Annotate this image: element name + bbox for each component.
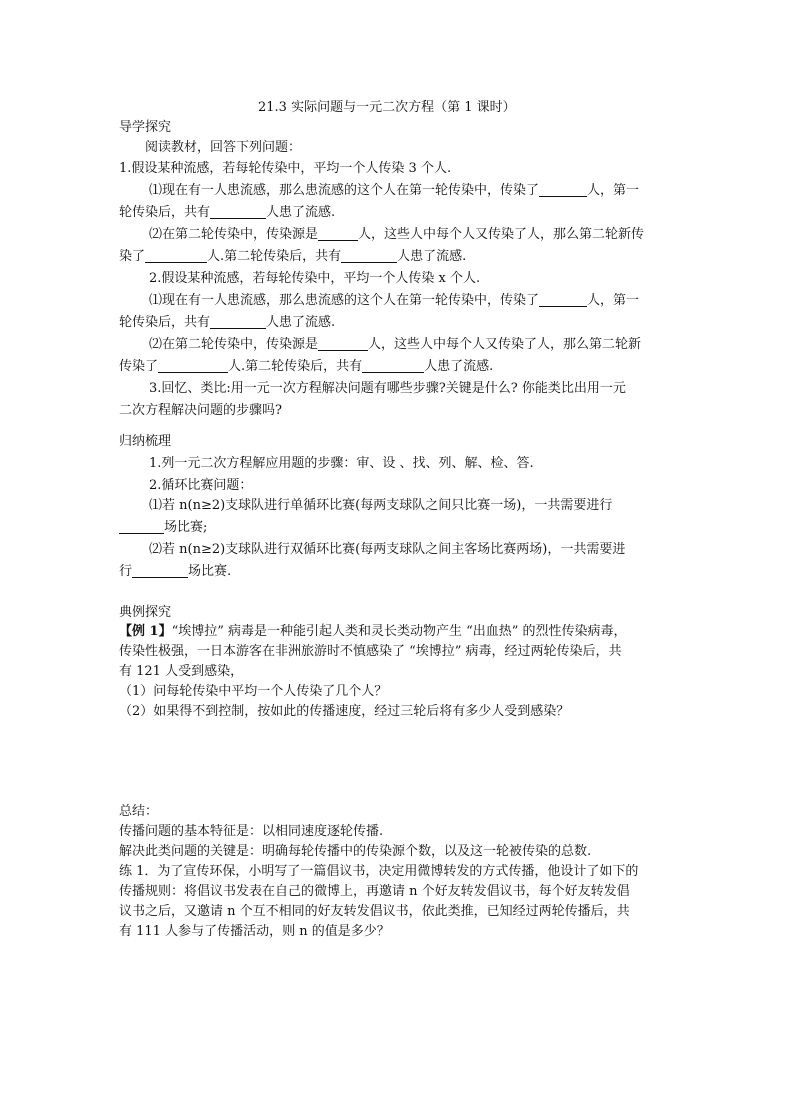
practice-1-line-2: 传播规则：将倡议书发表在自己的微博上，再邀请 n 个好友转发倡议书，每个好友转发倡 [119,884,630,899]
text: 场比赛; [164,520,208,535]
text: 传染了 [119,359,159,374]
round-robin-part-1-line-2 [119,518,207,538]
example-1-question-1: （1）问每轮传染中平均一个人传染了几个人？ [119,684,388,699]
text: 人.第二轮传染后，共有 [228,359,363,374]
question-2: 2.假设某种流感，若每轮传染中，平均一个人传染 x 个人. [149,271,481,286]
answer-blank[interactable] [318,336,368,351]
text: 轮传染后，共有 [119,315,211,330]
text: 人.第二轮传染后，共有 [207,249,342,264]
practice-1-line-4: 有 111 人参与了传播活动，则 n 的值是多少？ [119,924,390,939]
question-2-part-1-line-2 [119,313,335,333]
text: 人，第一 [587,293,640,308]
section-heading-guided-inquiry: 导学探究 [119,120,172,135]
practice-1-line-1: 练 1．为了宣传环保，小明写了一篇倡议书，决定用微博转发的方式传播，他设计了如下的 [119,864,639,879]
question-1-part-1-line-1 [149,181,639,201]
answer-blank[interactable] [341,248,397,263]
text: 人患了流感. [424,359,494,374]
answer-blank[interactable] [539,182,587,197]
text: 人患了流感. [266,205,336,220]
text: 人患了流感. [266,315,336,330]
section-heading-example-inquiry: 典例探究 [119,605,172,620]
text: 人，这些人中每个人又传染了人，那么第二轮新 [368,337,642,352]
section-heading-summary-review: 归纳梳理 [119,434,172,449]
answer-blank[interactable] [318,226,358,241]
conclusion-line-2: 解决此类问题的关键是：明确每轮传播中的传染源个数，以及这一轮被传染的总数. [119,844,592,859]
example-1-line-2: 传染性极强，一日本游客在非洲旅游时不慎感染了 “埃博拉” 病毒，经过两轮传染后，共 [119,644,622,659]
round-robin-part-1-line-1: ⑴若 n(n≥2)支球队进行单循环比赛(每两支球队之间只比赛一场)，一共需要进行 [149,498,613,513]
text: 行 [119,564,133,579]
steps-text: 1.列一元二次方程解应用题的步骤：审、设 、找、列、解、检、答. [149,456,534,471]
answer-blank[interactable] [132,563,188,578]
conclusion-line-1: 传播问题的基本特征是：以相同速度逐轮传播. [119,824,384,839]
intro-text: 阅读教材，回答下列问题： [145,140,302,155]
text: 人，第一 [587,183,640,198]
text: 场比赛. [188,564,232,579]
round-robin-heading: 2.循环比赛问题： [149,478,253,493]
round-robin-part-2-line-2 [119,562,231,582]
answer-blank[interactable] [210,314,266,329]
answer-blank[interactable] [158,358,228,373]
question-3-line-2: 二次方程解决问题的步骤吗? [119,403,282,418]
text: 人，这些人中每个人又传染了人，那么第二轮新传 [358,227,645,242]
answer-blank[interactable] [119,519,164,534]
example-1-line-3: 有 121 人受到感染， [119,664,244,679]
section-heading-conclusion: 总结： [119,804,159,819]
text: 染了 [119,249,146,264]
example-1-line-1 [119,622,627,642]
text: ⑵在第二轮传染中，传染源是 [149,337,319,352]
question-2-part-2-line-1 [149,335,641,355]
example-1-question-2: （2）如果得不到控制，按如此的传播速度，经过三轮后将有多少人受到感染？ [119,704,570,719]
text: ⑴现在有一人患流感，那么患流感的这个人在第一轮传染中，传染了 [149,183,540,198]
question-1-part-2-line-1 [149,225,644,245]
question-1: 1.假设某种流感，若每轮传染中，平均一个人传染 3 个人. [119,161,452,176]
text: “埃博拉” 病毒是一种能引起人类和灵长类动物产生 “出血热” 的烈性传染病毒， [171,624,627,639]
answer-blank[interactable] [539,292,587,307]
round-robin-part-2-line-1: ⑵若 n(n≥2)支球队进行双循环比赛(每两支球队之间主客场比赛两场)，一共需要进 [149,542,626,557]
text: 轮传染后，共有 [119,205,211,220]
question-1-part-2-line-2 [119,247,466,267]
answer-blank[interactable] [362,358,424,373]
example-tag: 【例 1】 [119,624,172,639]
question-3-line-1: 3.回忆、类比:用一元一次方程解决问题有哪些步骤?关键是什么? 你能类比出用一元 [149,381,626,396]
text: ⑴现在有一人患流感，那么患流感的这个人在第一轮传染中，传染了 [149,293,540,308]
question-2-part-1-line-1 [149,291,639,311]
text: 人患了流感. [397,249,467,264]
answer-blank[interactable] [145,248,207,263]
practice-1-line-3: 议书之后，又邀请 n 个互不相同的好友转发倡议书，依此类推，已知经过两轮传播后，共 [119,904,630,919]
text: ⑵在第二轮传染中，传染源是 [149,227,319,242]
page-title: 21.3 实际问题与一元二次方程（第 1 课时） [258,100,516,115]
answer-blank[interactable] [210,204,266,219]
question-1-part-1-line-2 [119,203,335,223]
question-2-part-2-line-2 [119,357,493,377]
